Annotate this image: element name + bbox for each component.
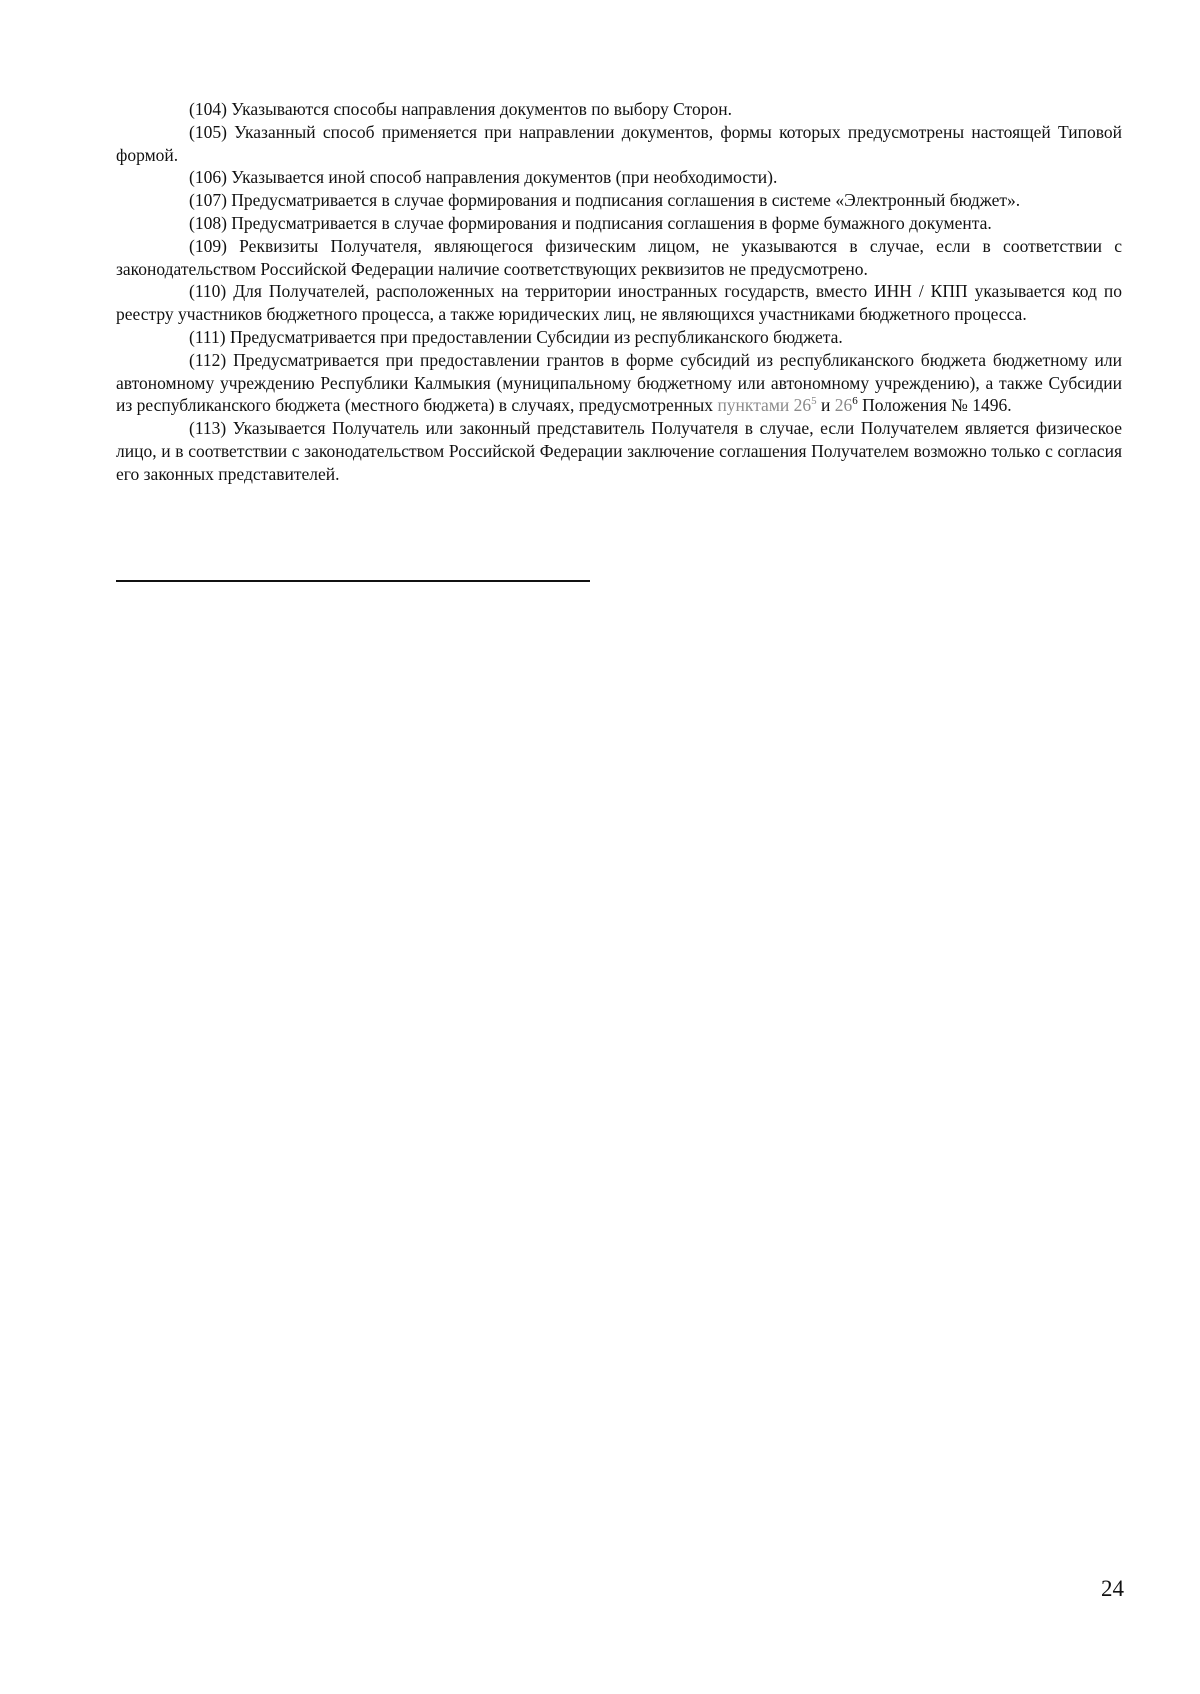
punkt-26-6-link-text: 26 (834, 395, 853, 416)
footnote-112 (116, 349, 1122, 417)
footnote-111: (111) Предусматривается при предоставлении Субсидии из республиканского бюджета. (189, 326, 843, 347)
footnote-107: (107) Предусматривается в случае формирования и подписания соглашения в системе «Электронный бюджет». (189, 190, 1021, 211)
footnote-112-text-start: (112) Предусматривается при предоставлении грантов в форме субсидий из республиканского бюджета бюджетному или автономному учреждению Республики Калмыкия (муниципальному бюджетному или автономному учреждению), а также Субсидии из республиканского бюджета (местного бюджета) в случаях, предусмотренных (116, 349, 1122, 416)
punkt-26-6-superscript: 6 (852, 394, 858, 407)
footnote-113: (113) Указывается Получатель или законный представитель Получателя в случае, если Получателем является физическое лицо, и в соответствии с законодательством Российской Федерации заключение соглашения Получателем возможно только с согласия его законных представителей. (116, 418, 1122, 484)
footnote-104: (104) Указываются способы направления документов по выбору Сторон. (189, 99, 732, 119)
punkt-26-6-link[interactable] (835, 395, 853, 415)
footnote-105: (105) Указанный способ применяется при направлении документов, формы которых предусмотрены настоящей Типовой формой. (116, 121, 1122, 165)
footnote-112-connector: и (816, 395, 835, 416)
punkt-26-5-link-text: пунктами 26 (717, 395, 812, 416)
footnote-112-text-end: Положения № 1496. (857, 395, 1012, 416)
footnote-110: (110) Для Получателей, расположенных на территории иностранных государств, вместо ИНН / КПП указывается код по реестру участников бюджетного процесса, а также юридических лиц, не являющихся участниками бюджетного процесса. (116, 281, 1122, 325)
footnote-106: (106) Указывается иной способ направления документов (при необходимости). (189, 167, 778, 188)
punkt-26-5-superscript: 5 (811, 394, 817, 407)
footnote-109: (109) Реквизиты Получателя, являющегося физическим лицом, не указываются в случае, если в соответствии с законодательством Российской Федерации наличие соответствующих реквизитов не предусмотрено. (116, 235, 1122, 279)
footnotes-block (116, 98, 1122, 486)
punkt-26-5-link[interactable] (717, 395, 816, 415)
page-number: 24 (1101, 1576, 1124, 1601)
footnote-108: (108) Предусматривается в случае формирования и подписания соглашения в форме бумажного документа. (189, 212, 992, 233)
footnote-separator-line (116, 580, 590, 582)
